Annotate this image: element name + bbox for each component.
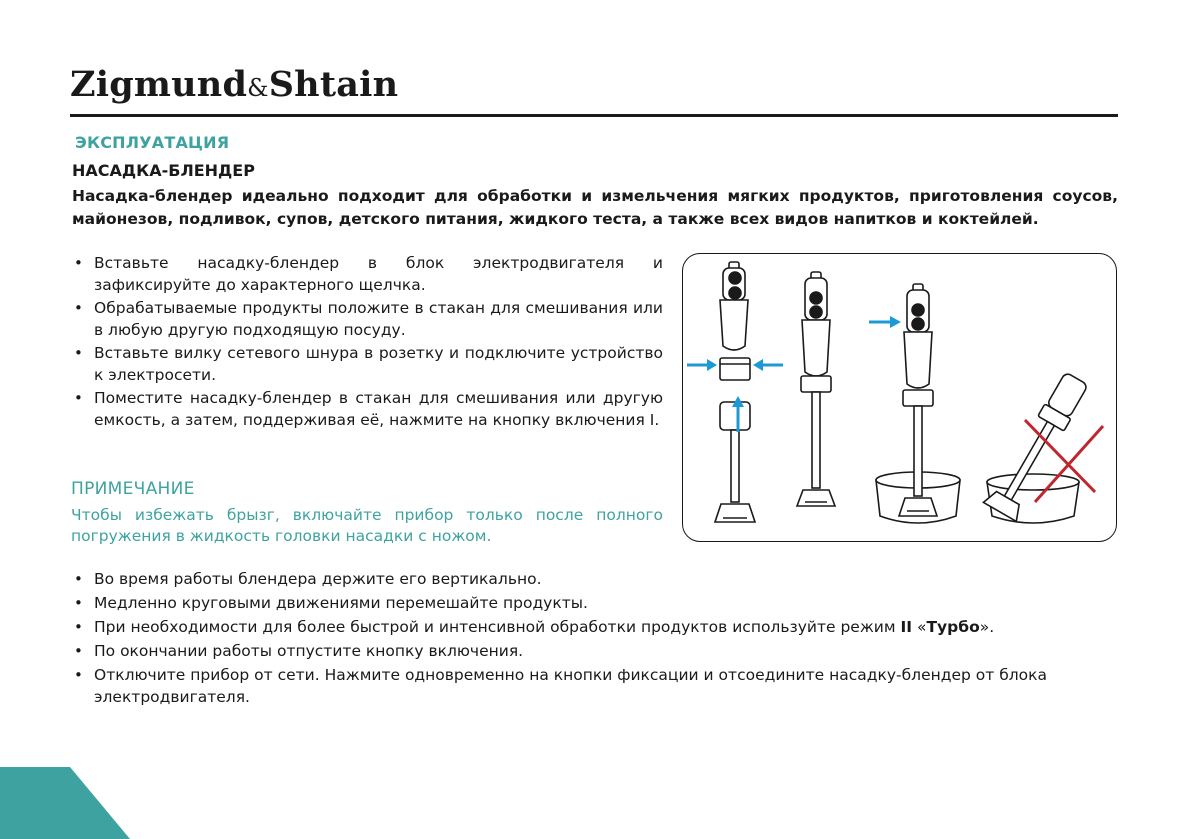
step-text: Вставьте вилку сетевого шнура в розетку и подключите устройство к электросети.	[94, 344, 663, 384]
list-item	[72, 592, 1118, 614]
step-text: Поместите насадку-блендер в стакан для смешивания или другую емкость, а затем, поддерживая её, нажмите на кнопку включения I.	[94, 389, 663, 429]
step-text: Обрабатываемые продукты положите в стакан для смешивания или в любую другую подходящую посуду.	[94, 299, 663, 339]
blender-assembly-figure	[715, 262, 755, 522]
list-item	[72, 568, 1118, 590]
steps-list	[72, 252, 663, 432]
intro-paragraph: Насадка-блендер идеально подходит для обработки и измельчения мягких продуктов, приготовления соусов, майонезов, подливок, супов, детского питания, жидкого теста, а также всех видов напитков и коктейлей.	[72, 187, 1118, 228]
bullet-icon: •	[74, 254, 83, 272]
blender-assembled-figure	[797, 272, 835, 506]
bullet-icon: •	[74, 642, 83, 660]
corner-accent	[0, 767, 130, 839]
brand-name-part2: Shtain	[268, 64, 399, 105]
brand-ampersand: &	[247, 74, 269, 102]
brand-name-part1: Zigmund	[70, 64, 248, 105]
usage-list	[72, 568, 1118, 710]
close-quote: ».	[979, 618, 995, 636]
bullet-icon: •	[74, 570, 83, 588]
illustration-panel	[682, 253, 1117, 542]
blender-in-bowl-figure	[876, 284, 960, 523]
list-item	[72, 252, 663, 296]
bullet-icon: •	[74, 594, 83, 612]
power-button-arrow-icon	[869, 316, 901, 328]
note-title: ПРИМЕЧАНИЕ	[71, 479, 195, 499]
list-item	[72, 664, 1118, 708]
list-item	[72, 387, 663, 431]
usage-text: Медленно круговыми движениями перемешайте продукты.	[94, 594, 588, 612]
list-item	[72, 640, 1118, 662]
bullet-icon: •	[74, 299, 83, 317]
usage-text: Во время работы блендера держите его вертикально.	[94, 570, 542, 588]
header-divider	[70, 114, 1118, 117]
usage-text: Отключите прибор от сети. Нажмите одновременно на кнопки фиксации и отсоедините насадку-блендер от блока электродвигателя.	[94, 666, 1048, 706]
step-text: Вставьте насадку-блендер в блок электродвигателя и зафиксируйте до характерного щелчка.	[94, 254, 663, 294]
section-title: ЭКСПЛУАТАЦИЯ	[75, 133, 230, 152]
brand-logo	[70, 64, 398, 105]
subheading: НАСАДКА-БЛЕНДЕР	[72, 161, 255, 180]
note-text: Чтобы избежать брызг, включайте прибор только после полного погружения в жидкость головки насадки с ножом.	[71, 506, 663, 545]
mode-name: Турбо	[926, 618, 980, 636]
bullet-icon: •	[74, 344, 83, 362]
usage-text: По окончании работы отпустите кнопку включения.	[94, 642, 524, 660]
list-item	[72, 616, 1118, 638]
list-item	[72, 342, 663, 386]
usage-text: При необходимости для более быстрой и интенсивной обработки продуктов используйте режим	[94, 618, 901, 636]
mode-number: II	[900, 618, 913, 636]
bullet-icon: •	[74, 618, 83, 636]
open-quote: «	[912, 618, 927, 636]
bullet-icon: •	[74, 389, 83, 407]
bullet-icon: •	[74, 666, 83, 684]
list-item	[72, 297, 663, 341]
